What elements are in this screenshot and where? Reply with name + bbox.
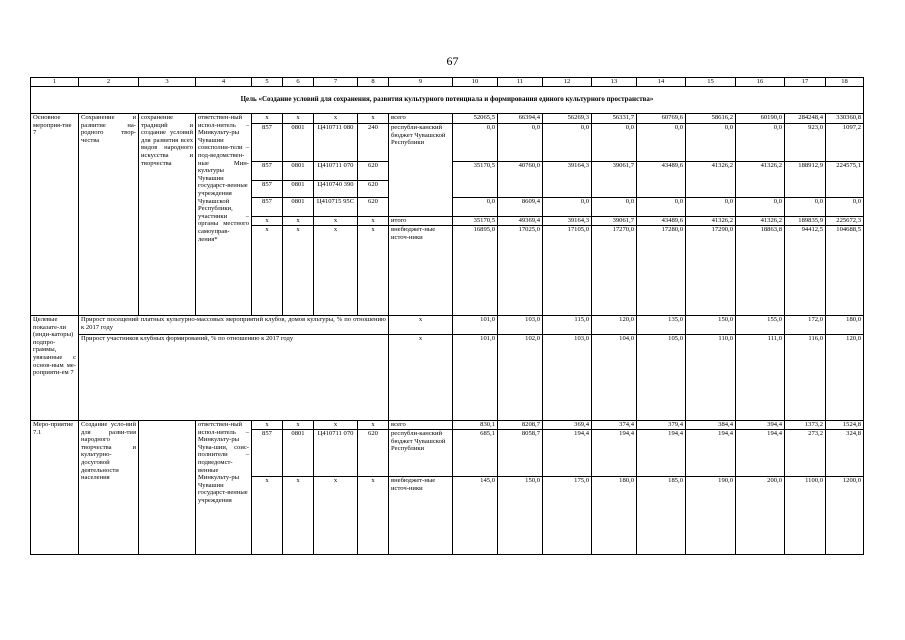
value-cell: 0,0 — [453, 198, 498, 217]
expense-group-cell: x — [358, 477, 389, 555]
column-number: 13 — [592, 78, 637, 87]
expense-group-cell: x — [358, 114, 389, 124]
section-cell: 0801 — [283, 181, 314, 198]
expense-group-cell: 620 — [358, 430, 389, 477]
column-number: 1 — [31, 78, 79, 87]
value-cell: 17280,0 — [637, 226, 686, 316]
source-cell: всего — [389, 114, 453, 124]
goal-row — [31, 87, 864, 114]
section-cell: x — [283, 477, 314, 555]
value-cell: 60769,6 — [637, 114, 686, 124]
value-cell: 923,0 — [785, 124, 826, 162]
value-cell: 41326,2 — [686, 217, 736, 226]
source-cell: итого — [389, 217, 453, 226]
value-cell: 58616,2 — [686, 114, 736, 124]
value-cell: 104688,5 — [826, 226, 864, 316]
value-cell: 194,4 — [637, 430, 686, 477]
section-cell: x — [283, 217, 314, 226]
grbs-cell: x — [252, 226, 283, 316]
grbs-cell: x — [252, 114, 283, 124]
section-cell: 0801 — [283, 124, 314, 162]
value-cell: 830,1 — [453, 421, 498, 430]
target-article-cell: x — [314, 477, 358, 555]
value-cell: 374,4 — [592, 421, 637, 430]
value-cell: 180,0 — [826, 316, 864, 335]
value-cell: 1097,2 — [826, 124, 864, 162]
value-cell: 1100,0 — [785, 477, 826, 555]
value-cell: 1524,8 — [826, 421, 864, 430]
event-title-cell: Сохранение и развитие на-родного твор-чества — [79, 114, 139, 316]
column-number: 10 — [453, 78, 498, 87]
value-cell: 0,0 — [736, 198, 785, 217]
value-cell: 150,0 — [686, 316, 736, 335]
grbs-cell: x — [252, 217, 283, 226]
column-number: 8 — [358, 78, 389, 87]
column-number: 9 — [389, 78, 453, 87]
value-cell: 105,0 — [637, 335, 686, 421]
value-cell: 194,4 — [736, 430, 785, 477]
value-cell: 0,0 — [826, 198, 864, 217]
value-cell: 60190,0 — [736, 114, 785, 124]
indicator-row — [31, 335, 864, 421]
source-cell: республи-канский бюджет Чувашской Республики — [389, 124, 453, 217]
value-cell: 56269,3 — [543, 114, 592, 124]
value-cell: 41326,2 — [686, 162, 736, 198]
value-cell: 225672,3 — [826, 217, 864, 226]
section-cell: x — [283, 226, 314, 316]
value-cell: 185,0 — [637, 477, 686, 555]
column-number: 12 — [543, 78, 592, 87]
value-cell: 104,0 — [592, 335, 637, 421]
value-cell: 43489,6 — [637, 162, 686, 198]
value-cell: 94412,5 — [785, 226, 826, 316]
column-number: 6 — [283, 78, 314, 87]
value-cell: 189835,9 — [785, 217, 826, 226]
value-cell: 0,0 — [736, 124, 785, 162]
section-cell: 0801 — [283, 198, 314, 217]
value-cell: 1373,2 — [785, 421, 826, 430]
value-cell: 120,0 — [826, 335, 864, 421]
expense-group-cell: x — [358, 217, 389, 226]
value-cell: 8208,7 — [498, 421, 543, 430]
value-cell: 43489,6 — [637, 217, 686, 226]
value-cell: 384,4 — [686, 421, 736, 430]
value-cell: 200,0 — [736, 477, 785, 555]
grbs-cell: x — [252, 421, 283, 430]
target-article-cell: x — [314, 226, 358, 316]
grbs-cell: 857 — [252, 430, 283, 477]
value-cell: 8058,7 — [498, 430, 543, 477]
value-cell: 1200,0 — [826, 477, 864, 555]
value-cell: 41326,2 — [736, 162, 785, 198]
value-cell: 120,0 — [592, 316, 637, 335]
grbs-cell: 857 — [252, 162, 283, 181]
target-article-cell: Ц410711 080 — [314, 124, 358, 162]
target-article-cell: Ц410711 070 — [314, 430, 358, 477]
value-cell: 190,0 — [686, 477, 736, 555]
source-cell: внебюджет-ные источ-ники — [389, 226, 453, 316]
value-cell: 16895,0 — [453, 226, 498, 316]
value-cell: 0,0 — [592, 198, 637, 217]
column-number: 3 — [139, 78, 196, 87]
value-cell: 41326,2 — [736, 217, 785, 226]
value-cell: 0,0 — [785, 198, 826, 217]
column-number: 7 — [314, 78, 358, 87]
expense-group-cell: x — [358, 226, 389, 316]
value-cell: 284248,4 — [785, 114, 826, 124]
event-task-cell: сохранение традиций и создание условий для развития всех видов народного искусства и творчества — [139, 114, 196, 316]
target-article-cell: x — [314, 114, 358, 124]
event-task-cell — [139, 421, 196, 555]
expense-group-cell: 240 — [358, 124, 389, 162]
table-row — [31, 114, 864, 124]
value-cell: 175,0 — [543, 477, 592, 555]
value-cell: 194,4 — [543, 430, 592, 477]
value-cell: 102,0 — [498, 335, 543, 421]
value-cell: 52065,5 — [453, 114, 498, 124]
grbs-cell: 857 — [252, 124, 283, 162]
value-cell: 103,0 — [498, 316, 543, 335]
value-cell: 379,4 — [637, 421, 686, 430]
target-article-cell: x — [314, 217, 358, 226]
value-cell: 150,0 — [498, 477, 543, 555]
value-cell: 145,0 — [453, 477, 498, 555]
column-number: 2 — [79, 78, 139, 87]
indicator-x: x — [389, 335, 453, 421]
expense-group-cell: 620 — [358, 162, 389, 181]
expense-group-cell: 620 — [358, 181, 389, 198]
value-cell: 172,0 — [785, 316, 826, 335]
column-number: 17 — [785, 78, 826, 87]
column-number: 5 — [252, 78, 283, 87]
column-number: 16 — [736, 78, 785, 87]
column-number: 18 — [826, 78, 864, 87]
value-cell: 324,8 — [826, 430, 864, 477]
value-cell: 17290,0 — [686, 226, 736, 316]
value-cell: 39164,3 — [543, 162, 592, 198]
value-cell: 188912,9 — [785, 162, 826, 198]
source-cell: республи-канский бюджет Чувашской Республики — [389, 430, 453, 477]
grbs-cell: 857 — [252, 181, 283, 198]
value-cell: 0,0 — [592, 124, 637, 162]
value-cell: 35170,5 — [453, 217, 498, 226]
value-cell: 101,0 — [453, 316, 498, 335]
page-number: 67 — [446, 54, 459, 68]
expense-group-cell: x — [358, 421, 389, 430]
indicator-text: Прирост участников клубных формирований, % по отношению к 2017 году — [79, 335, 389, 421]
value-cell: 135,0 — [637, 316, 686, 335]
value-cell: 180,0 — [592, 477, 637, 555]
value-cell: 0,0 — [543, 198, 592, 217]
value-cell: 224575,1 — [826, 162, 864, 198]
column-number-row — [31, 78, 864, 87]
value-cell: 0,0 — [637, 198, 686, 217]
value-cell: 0,0 — [543, 124, 592, 162]
value-cell: 40760,0 — [498, 162, 543, 198]
column-number: 15 — [686, 78, 736, 87]
value-cell: 111,0 — [736, 335, 785, 421]
target-article-cell: x — [314, 421, 358, 430]
value-cell: 39061,7 — [592, 217, 637, 226]
grbs-cell: 857 — [252, 198, 283, 217]
responsible-cell: ответствен-ный испол-нитель – Минкульту-ры Чува-шии, соис-полнители – подведомст-венные Минкульту-ры Чувашии государст-венные учреждения — [196, 421, 252, 555]
responsible-cell: ответствен-ный испол-нитель – Минкульту-ры Чувашии соисполни-тели – под-ведомствен-ные Мин-культуры Чувашии государст-венные учреждения Чувашской Республики, участники – органы местного самоуправ-ления* — [196, 114, 252, 316]
budget-table — [30, 77, 864, 555]
value-cell: 39061,7 — [592, 162, 637, 198]
event-name-cell: Меро-приятие 7.1 — [31, 421, 79, 555]
section-cell: x — [283, 114, 314, 124]
value-cell: 0,0 — [453, 124, 498, 162]
value-cell: 17025,0 — [498, 226, 543, 316]
goal-title: Цель «Создание условий для сохранения, развития культурного потенциала и формирования единого культурного пространства» — [31, 87, 864, 114]
table-row — [31, 421, 864, 430]
target-article-cell: Ц410740 390 — [314, 181, 358, 198]
indicator-row — [31, 316, 864, 335]
section-cell: 0801 — [283, 162, 314, 181]
value-cell: 155,0 — [736, 316, 785, 335]
section-cell: x — [283, 421, 314, 430]
value-cell: 116,0 — [785, 335, 826, 421]
indicator-x: x — [389, 316, 453, 335]
value-cell: 49369,4 — [498, 217, 543, 226]
value-cell: 330360,8 — [826, 114, 864, 124]
column-number: 14 — [637, 78, 686, 87]
value-cell: 18863,8 — [736, 226, 785, 316]
value-cell: 17270,0 — [592, 226, 637, 316]
target-article-cell: Ц410711 070 — [314, 162, 358, 181]
value-cell: 0,0 — [498, 124, 543, 162]
value-cell: 369,4 — [543, 421, 592, 430]
value-cell: 194,4 — [592, 430, 637, 477]
indicator-text: Прирост посещений платных культурно-массовых мероприятий клубов, домов культуры, % по отношению к 2017 году — [79, 316, 389, 335]
value-cell: 39164,3 — [543, 217, 592, 226]
value-cell: 685,1 — [453, 430, 498, 477]
value-cell: 56331,7 — [592, 114, 637, 124]
event-name-cell: Основное мероприя-тие 7 — [31, 114, 79, 316]
indicators-label: Целевые показате-ли (инди-каторы) подпро-граммы, увязанные с основ-ным ме-роприяти-ем 7 — [31, 316, 79, 421]
value-cell: 394,4 — [736, 421, 785, 430]
value-cell: 273,2 — [785, 430, 826, 477]
value-cell: 35170,5 — [453, 162, 498, 198]
grbs-cell: x — [252, 477, 283, 555]
value-cell: 0,0 — [686, 124, 736, 162]
value-cell: 0,0 — [637, 124, 686, 162]
source-cell: внебюджет-ные источ-ники — [389, 477, 453, 555]
target-article-cell: Ц410715 95С — [314, 198, 358, 217]
value-cell: 8609,4 — [498, 198, 543, 217]
value-cell: 194,4 — [686, 430, 736, 477]
value-cell: 110,0 — [686, 335, 736, 421]
column-number: 11 — [498, 78, 543, 87]
column-number: 4 — [196, 78, 252, 87]
value-cell: 17105,0 — [543, 226, 592, 316]
section-cell: 0801 — [283, 430, 314, 477]
value-cell: 66394,4 — [498, 114, 543, 124]
budget-table-frame — [30, 77, 863, 555]
value-cell: 101,0 — [453, 335, 498, 421]
event-title-cell: Создание усло-вий для разви-тия народного творчества и культурно-досуговой деятельности населения — [79, 421, 139, 555]
value-cell: 103,0 — [543, 335, 592, 421]
value-cell: 0,0 — [686, 198, 736, 217]
expense-group-cell: 620 — [358, 198, 389, 217]
value-cell: 115,0 — [543, 316, 592, 335]
source-cell: всего — [389, 421, 453, 430]
